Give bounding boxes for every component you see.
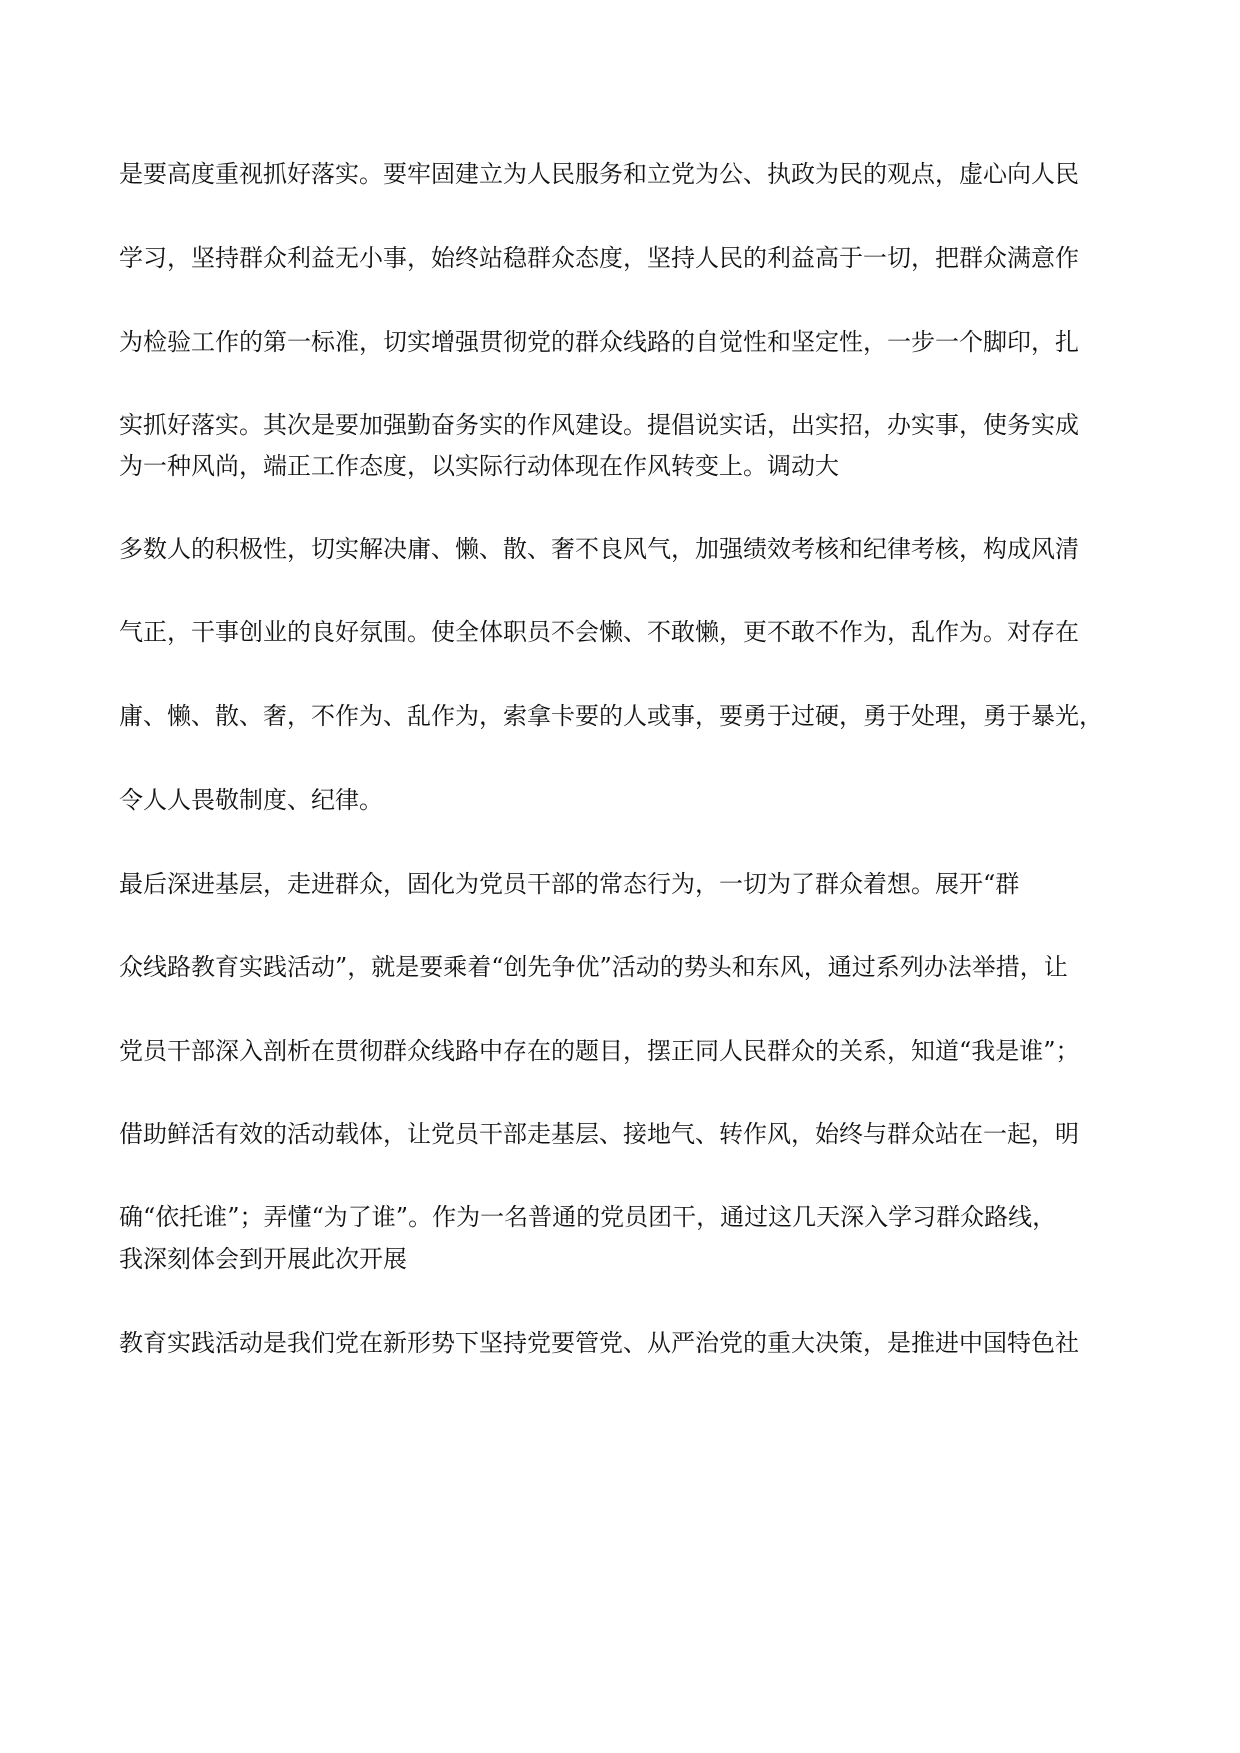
text-line-7: 气正，干事创业的良好氛围。使全体职员不会懒、不敢懒，更不敢不作为，乱作为。对存在 xyxy=(119,618,1079,646)
text-line-8: 庸、懒、散、奢，不作为、乱作为，索拿卡要的人或事，要勇于过硬，勇于处理，勇于暴光， xyxy=(119,702,1103,730)
text-line-10: 最后深进基层，走进群众，固化为党员干部的常态行为，一切为了群众着想。展开“群 xyxy=(119,870,1020,898)
text-line-4: 实抓好落实。其次是要加强勤奋务实的作风建设。提倡说实话，出实招，办实事，使务实成 xyxy=(119,411,1079,439)
text-line-9: 令人人畏敬制度、纪律。 xyxy=(119,786,383,814)
text-line-2: 学习，坚持群众利益无小事，始终站稳群众态度，坚持人民的利益高于一切，把群众满意作 xyxy=(119,244,1079,272)
text-line-13: 借助鲜活有效的活动载体，让党员干部走基层、接地气、转作风，始终与群众站在一起，明 xyxy=(119,1120,1079,1148)
text-line-1: 是要高度重视抓好落实。要牢固建立为人民服务和立党为公、执政为民的观点，虚心向人民 xyxy=(119,160,1079,188)
text-line-5: 为一种风尚，端正工作态度，以实际行动体现在作风转变上。调动大 xyxy=(119,452,839,480)
text-line-3: 为检验工作的第一标准，切实增强贯彻党的群众线路的自觉性和坚定性，一步一个脚印，扎 xyxy=(119,328,1079,356)
text-line-12: 党员干部深入剖析在贯彻群众线路中存在的题目，摆正同人民群众的关系，知道“我是谁”； xyxy=(119,1037,1080,1065)
text-line-6: 多数人的积极性，切实解决庸、懒、散、奢不良风气，加强绩效考核和纪律考核，构成风清 xyxy=(119,535,1079,563)
text-line-15: 我深刻体会到开展此次开展 xyxy=(119,1245,407,1273)
text-line-11: 众线路教育实践活动”，就是要乘着“创先争优”活动的势头和东风，通过系列办法举措，让 xyxy=(119,953,1068,981)
text-line-14: 确“依托谁”；弄懂“为了谁”。作为一名普通的党员团干，通过这几天深入学习群众路线， xyxy=(119,1203,1057,1231)
text-line-16: 教育实践活动是我们党在新形势下坚持党要管党、从严治党的重大决策，是推进中国特色社 xyxy=(119,1329,1079,1357)
